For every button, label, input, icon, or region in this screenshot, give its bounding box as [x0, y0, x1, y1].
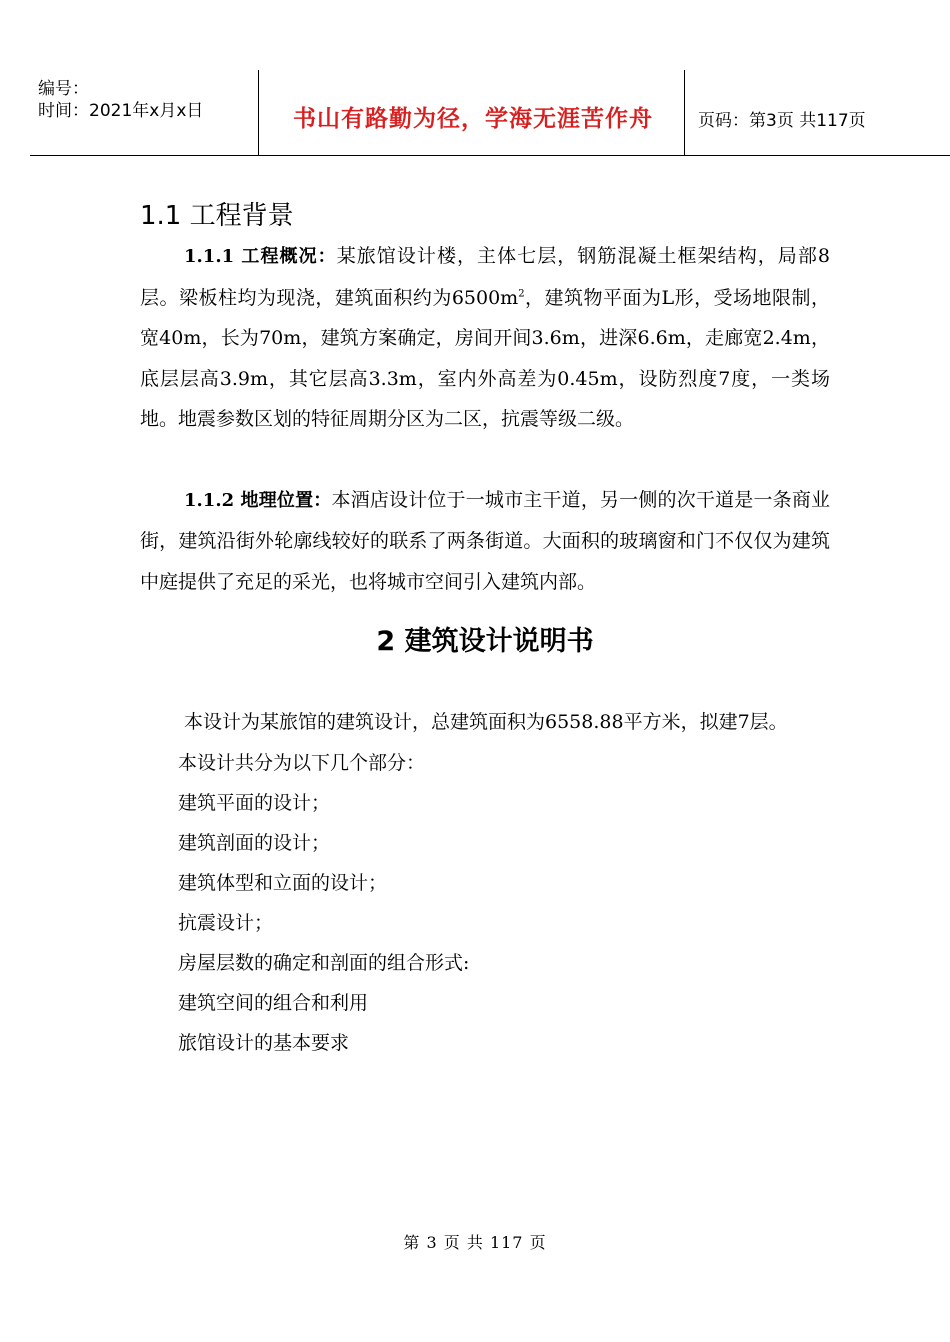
list-item: 抗震设计； — [178, 911, 274, 934]
code-label: 编号： — [38, 79, 89, 99]
list-item: 建筑平面的设计； — [178, 791, 331, 814]
header-divider — [258, 70, 259, 156]
list-item: 房屋层数的确定和剖面的组合形式: — [178, 951, 470, 974]
header-meta — [38, 78, 258, 122]
paragraph-text: 某旅馆设计楼，主体七层，钢筋混凝土框架结构，局部8层。梁板柱均为现浇，建筑面积约为6500m — [140, 245, 831, 309]
list-item: 建筑空间的组合和利用 — [178, 991, 369, 1014]
document-body — [140, 196, 830, 1063]
time-label: 时间：2021年x月x日 — [38, 101, 204, 121]
header-page-info: 页码：第3页 共117页 — [698, 111, 866, 131]
paragraph-text: ，建筑物平面为L形，受场地限制，宽40m，长为70m，建筑方案确定，房间开间3.6m，进深6.6m，走廊宽2.4m，底层层高3.9m，其它层高3.3m，室内外高差为0.45m，设防烈度7度，一类场地。地震参数区划的特征周期分区为二区，抗震等级二级。 — [140, 286, 830, 430]
list-intro: 本设计共分为以下几个部分： — [178, 751, 426, 774]
paragraph-location — [140, 480, 830, 603]
chapter-intro: 本设计为某旅馆的建筑设计，总建筑面积为6558.88平方米，拟建7层。 — [184, 711, 788, 733]
paragraph-overview — [140, 236, 830, 440]
header-motto: 书山有路勤为径，学海无涯苦作舟 — [293, 106, 653, 132]
superscript: 2 — [518, 288, 525, 300]
section-heading: 1.1 工程背景 — [140, 201, 294, 231]
page-header — [30, 70, 950, 156]
paragraph-label: 1.1.1 工程概况： — [184, 246, 337, 267]
chapter-heading: 2 建筑设计说明书 — [376, 626, 594, 657]
list-item: 旅馆设计的基本要求 — [178, 1031, 350, 1054]
list-item: 建筑体型和立面的设计； — [178, 871, 388, 894]
list-item: 建筑剖面的设计； — [178, 831, 331, 854]
paragraph-label: 1.1.2 地理位置： — [184, 489, 332, 511]
page-footer: 第 3 页 共 117 页 — [403, 1233, 547, 1252]
header-divider — [684, 70, 685, 156]
paragraph-text: 本酒店设计位于一城市主干道，另一侧的次干道是一条商业街，建筑沿街外轮廓线较好的联系了两条街道。大面积的玻璃窗和门不仅仅为建筑中庭提供了充足的采光，也将城市空间引入建筑内部。 — [140, 488, 830, 593]
